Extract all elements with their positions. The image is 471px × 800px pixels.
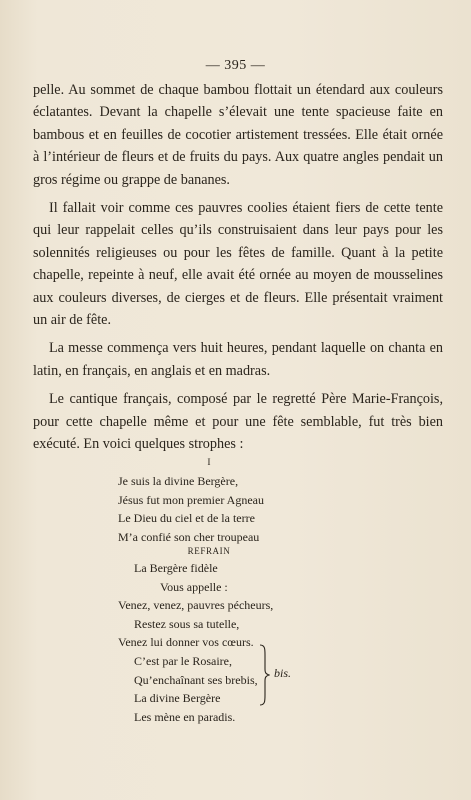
verse-line: Les mène en paradis. (134, 709, 236, 724)
verse-line: C’est par le Rosaire, (134, 653, 232, 668)
stanza-number: I (207, 458, 211, 468)
verse-line: Jésus fut mon premier Agneau (118, 492, 264, 507)
verse-line: La Bergère fidèle (134, 561, 218, 575)
refrain-title: REFRAIN (187, 546, 231, 556)
verse-line: Qu’enchaînant ses brebis, (134, 672, 258, 687)
page-number: — 395 — (205, 58, 266, 73)
verse-line: Venez, venez, pauvres pécheurs, (118, 598, 274, 613)
verse-line: Restez sous sa tutelle, (134, 616, 240, 631)
verse-line: Vous appelle : (160, 579, 228, 594)
verse-line: Venez lui donner vos cœurs. (118, 635, 254, 650)
paragraph: Il fallait voir comme ces pauvres coolies étaient fiers de cette tente qui leur rappelait celles qu’ils construisaient dans leur pays pour les solennités religieuses ou pour les fêtes de famille. Quant à la petite chapelle, repeinte à neuf, elle avait été ornée au moyen de mousselines aux couleurs diverses, de cierges et de fleurs. Elle présentait vraiment un air de fête. (33, 200, 443, 329)
paragraph: Le cantique français, composé par le regretté Père Marie-François, pour cette chapelle même et pour une fête semblable, fut très bien exécuté. En voici quelques strophes : (33, 391, 443, 453)
bis-label: bis. (274, 666, 292, 680)
paragraph: La messe commença vers huit heures, pendant laquelle on chanta en latin, en français, en anglais et en madras. (33, 340, 443, 379)
prose-body (33, 79, 443, 456)
verse-line: Le Dieu du ciel et de la terre (118, 511, 255, 526)
refrain (118, 559, 273, 726)
paragraph-continued: pelle. Au sommet de chaque bambou flottait un étendard aux couleurs éclatantes. Devant la chapelle s’élevait une tente spacieuse faite en bambous et en feuilles de cocotier artistement tressées. Elle était ornée à l’intérieur de fleurs et de fruits du pays. Aux quatre angles pendait un gros régime ou grappe de bananes. (33, 82, 443, 188)
stanza (118, 472, 264, 546)
verse-line: La divine Bergère (134, 691, 221, 706)
verse-line: Je suis la divine Bergère, (118, 474, 239, 488)
verse-line: M’a confié son cher troupeau (118, 529, 260, 544)
curly-brace (258, 643, 270, 707)
